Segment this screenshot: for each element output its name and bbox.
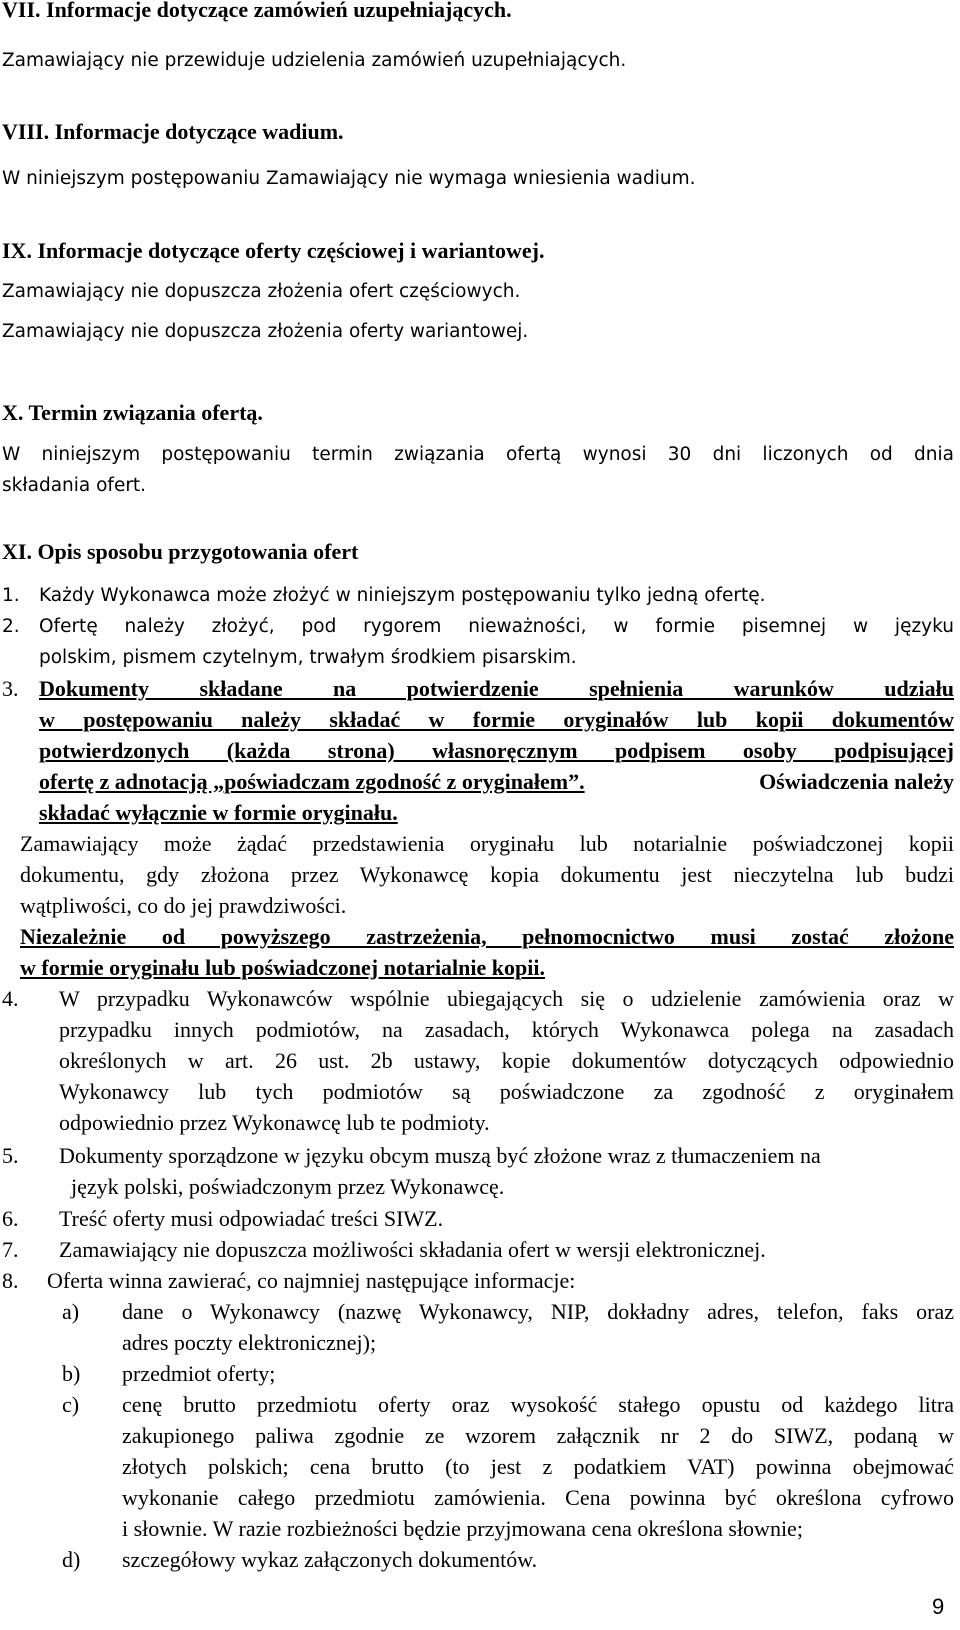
item-8c-line-2: zakupionego paliwa zgodnie ze wzorem załącznik nr 2 do SIWZ, podaną w xyxy=(122,1423,954,1448)
item-2-line-2: polskim, pismem czytelnym, trwałym środkiem pisarskim. xyxy=(39,647,577,668)
item-5-line-1: Dokumenty sporządzone w języku obcym muszą być złożone wraz z tłumaczeniem na xyxy=(59,1143,821,1168)
section-11-heading: XI. Opis sposobu przygotowania ofert xyxy=(2,539,359,564)
item-8c-line-3: złotych polskich; cena brutto (to jest z podatkiem VAT) powinna obejmować xyxy=(122,1454,954,1479)
item-4-line-4: Wykonawcy lub tych podmiotów są poświadczone za zgodność z oryginałem xyxy=(59,1079,954,1104)
item-3-bold-line-3: potwierdzonych (każda strona) własnoręcznym podpisem osoby podpisującej xyxy=(39,738,954,763)
section-10-line-2: składania ofert. xyxy=(2,475,147,496)
item-6-number: 6. xyxy=(2,1206,19,1231)
item-3-notice-line-1: Niezależnie od powyższego zastrzeżenia, pełnomocnictwo musi zostać złożone xyxy=(20,924,954,949)
item-4-line-2: przypadku innych podmiotów, na zasadach, których Wykonawca polega na zasadach xyxy=(59,1017,954,1042)
section-7-text: Zamawiający nie przewiduje udzielenia zamówień uzupełniających. xyxy=(2,50,627,71)
item-2-number: 2. xyxy=(2,616,20,637)
item-8b-label: b) xyxy=(62,1361,81,1386)
item-6-line-1: Treść oferty musi odpowiadać treści SIWZ. xyxy=(59,1206,444,1231)
item-5-line-2: język polski, poświadczonym przez Wykonawcę. xyxy=(71,1174,505,1199)
item-7-number: 7. xyxy=(2,1237,19,1262)
item-8-number: 8. xyxy=(2,1268,19,1293)
item-8c-line-5: i słownie. W razie rozbieżności będzie przyjmowana cena określona słownie; xyxy=(122,1516,803,1541)
item-3-bold-line-5: składać wyłącznie w formie oryginału. xyxy=(39,800,398,825)
item-3-paragraph-line-2: dokumentu, gdy złożona przez Wykonawcę kopia dokumentu jest nieczytelna lub budzi xyxy=(20,862,954,887)
item-5-number: 5. xyxy=(2,1143,19,1168)
item-3-adnotation: ofertę z adnotacją „poświadczam zgodność z oryginałem”. xyxy=(39,769,585,794)
item-8b-line-1: przedmiot oferty; xyxy=(122,1361,276,1386)
item-8d-label: d) xyxy=(62,1547,81,1572)
section-8-heading: VIII. Informacje dotyczące wadium. xyxy=(2,119,344,144)
item-3-bold-line-4 xyxy=(39,766,954,797)
item-3-paragraph-line-1: Zamawiający może żądać przedstawienia oryginału lub notarialnie poświadczonej kopii xyxy=(20,831,954,856)
section-9-line-2: Zamawiający nie dopuszcza złożenia oferty wariantowej. xyxy=(2,321,529,342)
item-8a-line-2: adres poczty elektronicznej); xyxy=(122,1330,377,1355)
page-number: 9 xyxy=(932,1594,945,1619)
item-7-line-1: Zamawiający nie dopuszcza możliwości składania ofert w wersji elektronicznej. xyxy=(59,1237,766,1262)
item-8-line-1: Oferta winna zawierać, co najmniej następujące informacje: xyxy=(47,1268,576,1293)
item-8d-line-1: szczegółowy wykaz załączonych dokumentów. xyxy=(122,1547,538,1572)
section-7-heading: VII. Informacje dotyczące zamówień uzupełniających. xyxy=(2,0,512,22)
item-4-line-5: odpowiednio przez Wykonawcę lub te podmioty. xyxy=(59,1110,490,1135)
item-3-bold-line-2: w postępowaniu należy składać w formie oryginałów lub kopii dokumentów xyxy=(39,707,954,732)
item-8a-label: a) xyxy=(62,1299,80,1324)
item-1-text: Każdy Wykonawca może złożyć w niniejszym postępowaniu tylko jedną ofertę. xyxy=(39,585,766,606)
section-10-line-1: W niniejszym postępowaniu termin związania ofertą wynosi 30 dni liczonych od dnia xyxy=(2,444,954,465)
item-4-number: 4. xyxy=(2,986,19,1011)
item-4-line-1: W przypadku Wykonawców wspólnie ubiegających się o udzielenie zamówienia oraz w xyxy=(59,986,954,1011)
item-8c-line-1: cenę brutto przedmiotu oferty oraz wysokość stałego opustu od każdego litra xyxy=(122,1392,954,1417)
item-8c-line-4: wykonanie całego przedmiotu zamówienia. Cena powinna być określona cyfrowo xyxy=(122,1485,954,1510)
item-3-number: 3. xyxy=(2,676,19,701)
item-8c-label: c) xyxy=(62,1392,80,1417)
item-3-paragraph-line-3: wątpliwości, co do jej prawdziwości. xyxy=(20,893,347,918)
section-9-heading: IX. Informacje dotyczące oferty częściowej i wariantowej. xyxy=(2,238,545,263)
section-10-heading: X. Termin związania ofertą. xyxy=(2,400,263,425)
item-2-line-1: Ofertę należy złożyć, pod rygorem nieważności, w formie pisemnej w języku xyxy=(39,616,954,637)
item-1-number: 1. xyxy=(2,585,20,606)
section-9-line-1: Zamawiający nie dopuszcza złożenia ofert częściowych. xyxy=(2,281,521,302)
item-8a-line-1: dane o Wykonawcy (nazwę Wykonawcy, NIP, dokładny adres, telefon, faks oraz xyxy=(122,1299,954,1324)
item-3-oswiadczenia: Oświadczenia należy xyxy=(759,769,954,794)
section-8-text: W niniejszym postępowaniu Zamawiający nie wymaga wniesienia wadium. xyxy=(2,168,696,189)
item-4-line-3: określonych w art. 26 ust. 2b ustawy, kopie dokumentów dotyczących odpowiednio xyxy=(59,1048,954,1073)
item-3-bold-line-1: Dokumenty składane na potwierdzenie spełnienia warunków udziału xyxy=(39,676,954,701)
item-3-notice-line-2: w formie oryginału lub poświadczonej notarialnie kopii. xyxy=(20,955,545,980)
